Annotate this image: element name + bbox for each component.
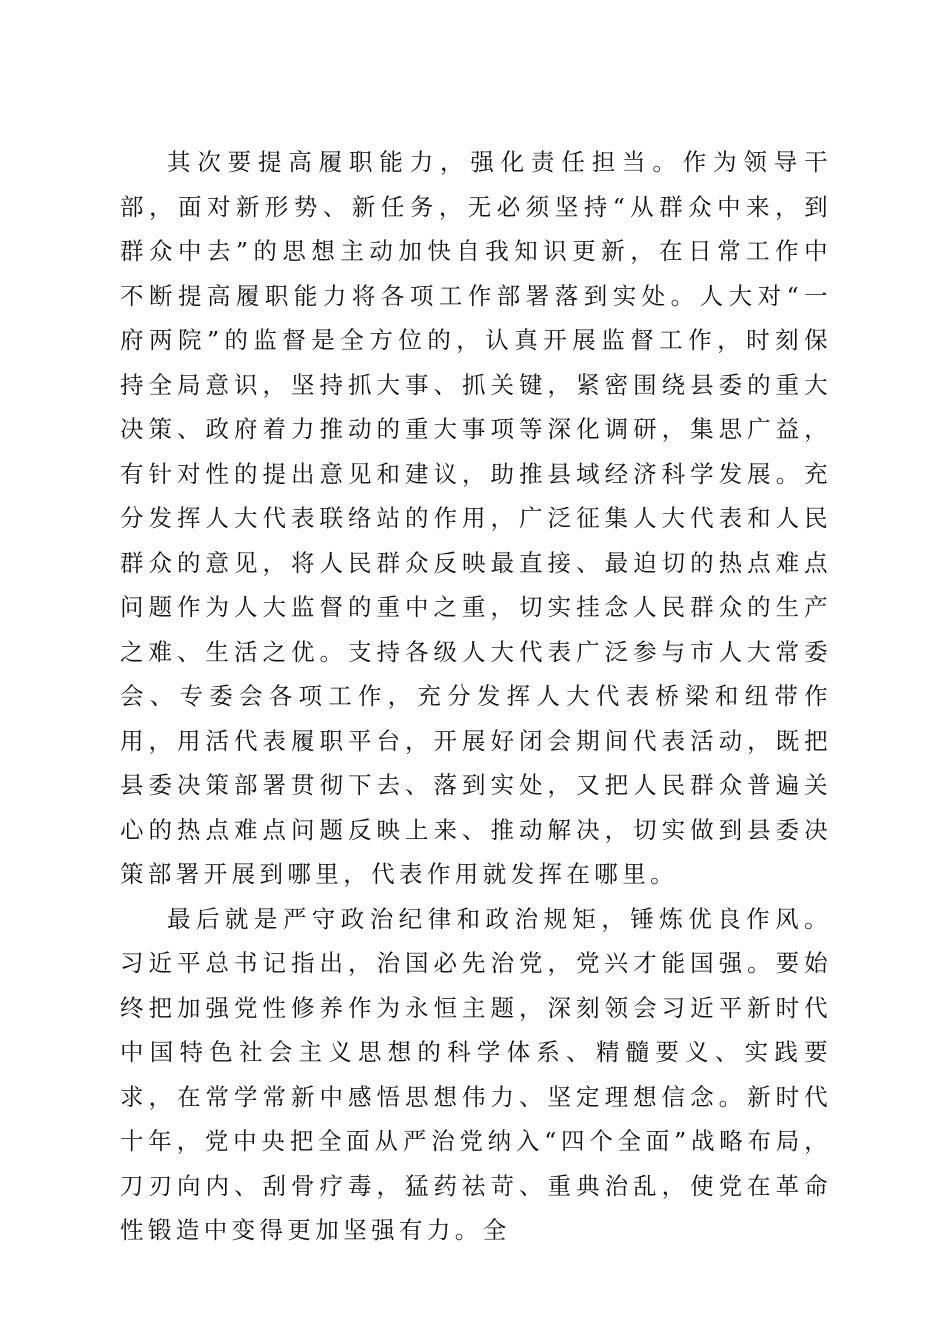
paragraph-performance-duties: 其次要提高履职能力，强化责任担当。作为领导干部，面对新形势、新任务，无必须坚持“从群众中来，到群众中去”的思想主动加快自我知识更新，在日常工作中不断提高履职能力将各项工作部署落到实处。人大对“一府两院”的监督是全方位的，认真开展监督工作，时刻保持全局意识，坚持抓大事、抓关键，紧密围绕县委的重大决策、政府着力推动的重大事项等深化调研，集思广益，有针对性的提出意见和建议，助推县域经济科学发展。充分发挥人大代表联络站的作用，广泛征集人大代表和人民群众的意见，将人民群众反映最直接、最迫切的热点难点问题作为人大监督的重中之重，切实挂念人民群众的生产之难、生活之优。支持各级人大代表广泛参与市人大常委会、专委会各项工作，充分发挥人大代表桥梁和纽带作用，用活代表履职平台，开展好闭会期间代表活动，既把县委决策部署贯彻下去、落到实处，又把人民群众普遍关心的热点难点问题反映上来、推动解决，切实做到县委决策部署开展到哪里，代表作用就发挥在哪里。 [120, 148, 832, 888]
document-body [120, 140, 832, 1253]
paragraph-political-discipline: 最后就是严守政治纪律和政治规矩，锤炼优良作风。习近平总书记指出，治国必先治党，党兴才能国强。要始终把加强党性修养作为永恒主题，深刻领会习近平新时代中国特色社会主义思想的科学体系、精髓要义、实践要求，在常学常新中感悟思想伟力、坚定理想信念。新时代十年，党中央把全面从严治党纳入“四个全面”战略布局，刀刃向内、刮骨疗毒，猛药祛苛、重典治乱，使党在革命性锻造中变得更加坚强有力。全 [120, 904, 832, 1244]
